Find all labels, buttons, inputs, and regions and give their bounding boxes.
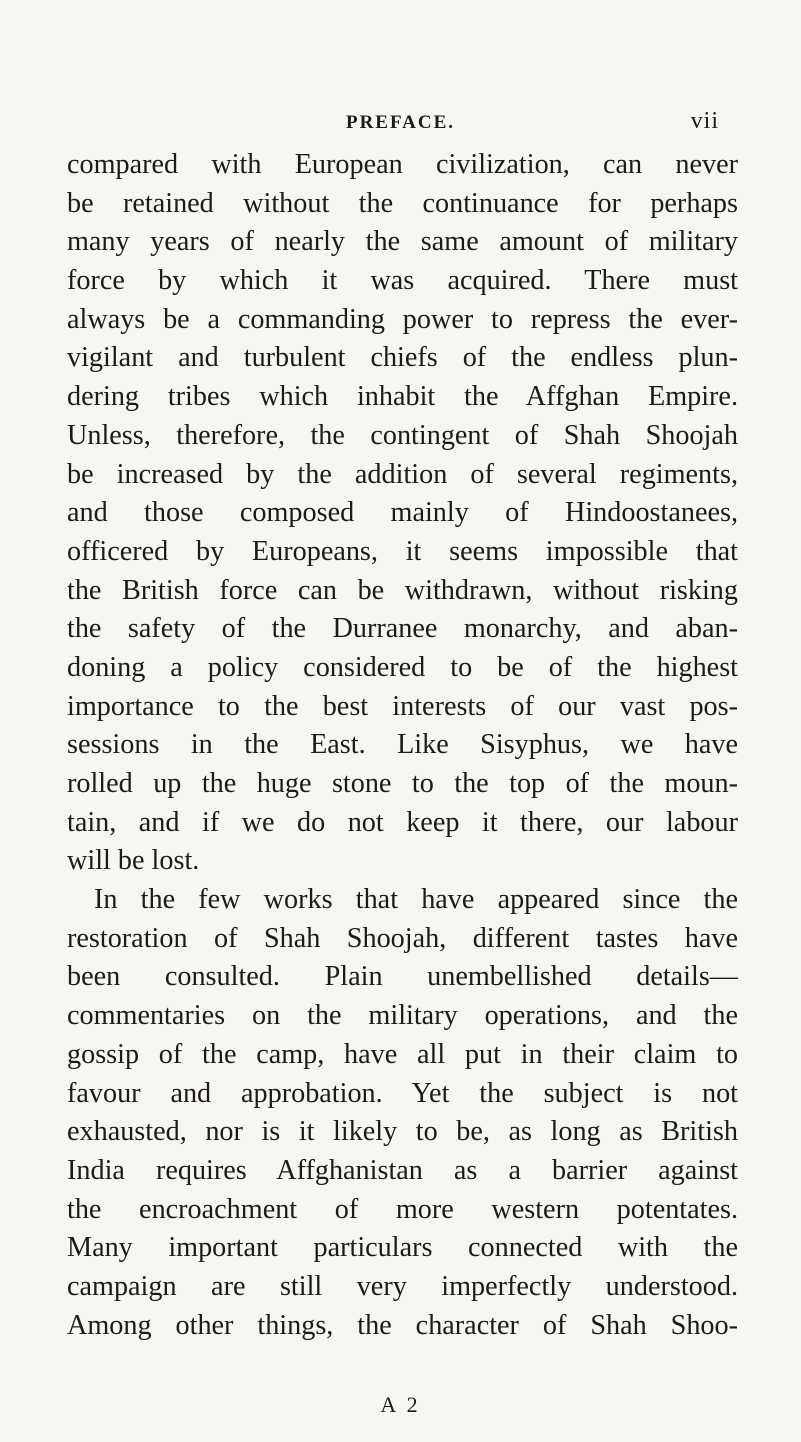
- text-line: compared with European civilization, can never: [67, 149, 738, 180]
- text-line: always be a commanding power to repress the ever-: [67, 303, 738, 335]
- text-line: been consulted. Plain unembellished details—: [67, 961, 738, 993]
- text-line: doning a policy considered to be of the highest: [67, 651, 738, 683]
- text-line: the British force can be withdrawn, without risking: [67, 574, 738, 606]
- text-line: commentaries on the military operations, and the: [67, 1000, 738, 1032]
- text-line: sessions in the East. Like Sisyphus, we have: [67, 729, 738, 761]
- text-line: force by which it was acquired. There must: [67, 265, 738, 297]
- page-number: vii: [690, 108, 719, 134]
- signature-mark: A 2: [380, 1392, 421, 1417]
- text-line: be retained without the continuance for perhaps: [67, 187, 738, 219]
- text-line: officered by Europeans, it seems impossible that: [67, 535, 738, 567]
- text-line: restoration of Shah Shoojah, different tastes have: [67, 922, 738, 954]
- text-line: be increased by the addition of several regiments,: [67, 458, 738, 490]
- text-line: gossip of the camp, have all put in their claim to: [67, 1038, 738, 1070]
- text-line: Among other things, the character of Shah Shoo-: [67, 1309, 738, 1341]
- text-line: and those composed mainly of Hindoostanees,: [67, 497, 738, 529]
- text-line: dering tribes which inhabit the Affghan Empire.: [67, 381, 738, 413]
- text-line: In the few works that have appeared since the: [94, 884, 738, 916]
- text-line: tain, and if we do not keep it there, our labour: [67, 806, 738, 838]
- text-line: Many important particulars connected with the: [67, 1232, 738, 1264]
- body-text: [67, 146, 738, 1345]
- text-line: exhausted, nor is it likely to be, as long as British: [67, 1116, 738, 1148]
- text-line: the safety of the Durranee monarchy, and aban-: [67, 613, 738, 645]
- text-line: importance to the best interests of our vast pos-: [67, 690, 738, 722]
- text-line: will be lost.: [67, 845, 200, 877]
- text-line: vigilant and turbulent chiefs of the endless plun-: [67, 342, 738, 374]
- text-line: India requires Affghanistan as a barrier against: [67, 1154, 738, 1186]
- running-head: [0, 108, 801, 138]
- text-line: the encroachment of more western potentates.: [67, 1193, 738, 1225]
- text-line: many years of nearly the same amount of military: [67, 226, 738, 258]
- text-line: campaign are still very imperfectly understood.: [67, 1270, 738, 1302]
- text-line: rolled up the huge stone to the top of the moun-: [67, 768, 738, 799]
- text-line: Unless, therefore, the contingent of Shah Shoojah: [67, 419, 738, 451]
- text-line: favour and approbation. Yet the subject is not: [67, 1077, 738, 1109]
- running-title: PREFACE.: [345, 112, 456, 133]
